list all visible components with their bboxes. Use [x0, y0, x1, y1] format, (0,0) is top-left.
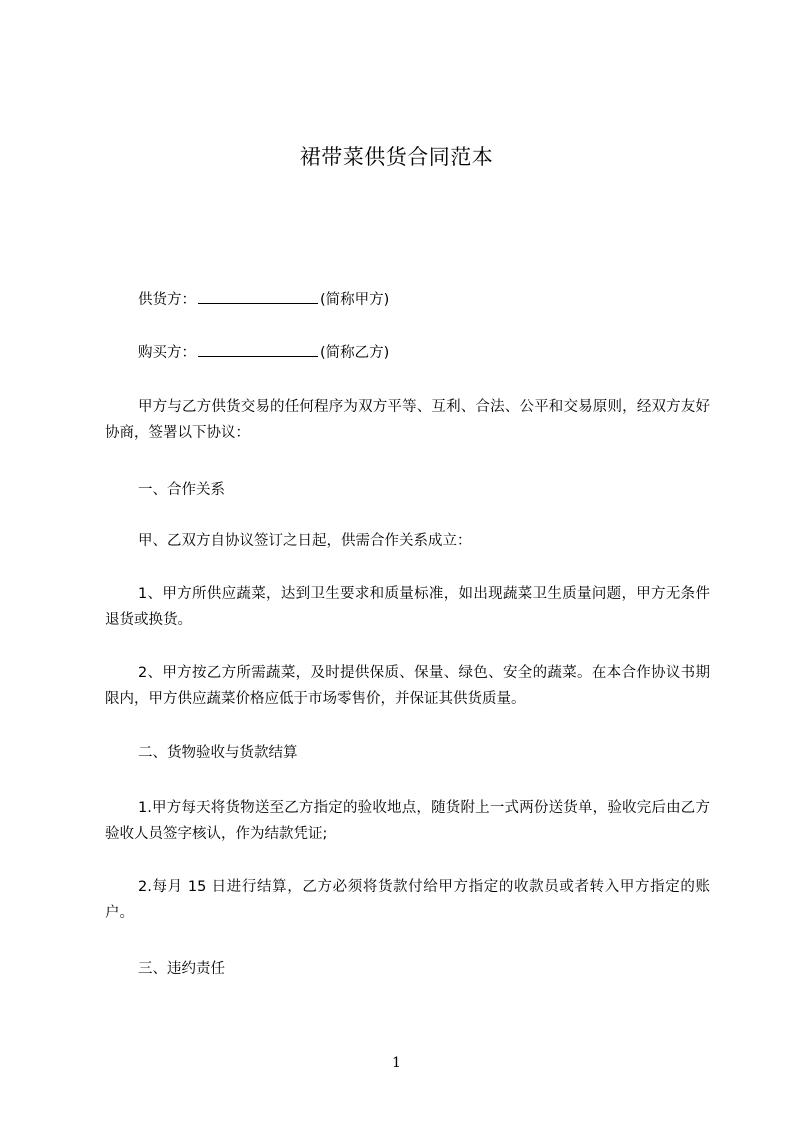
section2-item2: 2.每月 15 日进行结算，乙方必须将货款付给甲方指定的收款员或者转入甲方指定的账户。 [105, 879, 710, 921]
section1-heading: 一、合作关系 [138, 482, 225, 498]
document-title: 裙带菜供货合同范本 [299, 145, 494, 169]
section1-lead: 甲、乙双方自协议签订之日起，供需合作关系成立： [138, 533, 472, 549]
buyer-suffix: (简称乙方) [320, 345, 390, 361]
buyer-line [105, 340, 710, 366]
section2-heading: 二、货物验收与货款结算 [138, 745, 298, 761]
page-number: 1 [392, 1055, 401, 1071]
section1-item2: 2、甲方按乙方所需蔬菜，及时提供保质、保量、绿色、安全的蔬菜。在本合作协议书期限内，甲方供应蔬菜价格应低于市场零售价，并保证其供货质量。 [105, 665, 710, 707]
supplier-suffix: (简称甲方) [320, 292, 390, 308]
section3-heading: 三、违约责任 [138, 961, 225, 977]
buyer-label: 购买方： [138, 345, 196, 361]
intro-paragraph: 甲方与乙方供货交易的任何程序为双方平等、互利、合法、公平和交易原则，经双方友好协商，签署以下协议： [105, 399, 710, 441]
section2-item1: 1.甲方每天将货物送至乙方指定的验收地点，随货附上一式两份送货单，验收完后由乙方验收人员签字核认，作为结款凭证; [105, 800, 710, 842]
supplier-label: 供货方： [138, 292, 196, 308]
section1-item1: 1、甲方所供应蔬菜，达到卫生要求和质量标准，如出现蔬菜卫生质量问题，甲方无条件退货或换货。 [105, 586, 710, 628]
supplier-line [105, 287, 710, 313]
buyer-blank [198, 343, 318, 357]
supplier-blank [198, 290, 318, 304]
